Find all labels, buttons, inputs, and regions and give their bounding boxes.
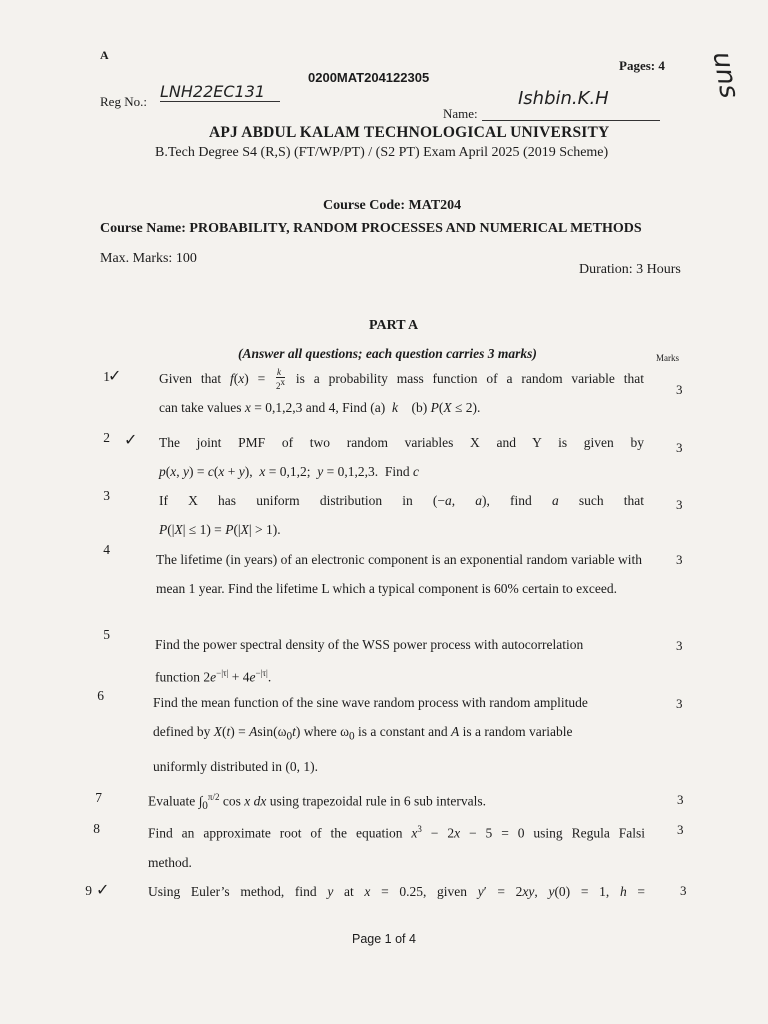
question-number: 4 — [103, 542, 110, 557]
question-number: 2 — [103, 430, 110, 445]
question-marks: 3 — [676, 497, 683, 512]
question-text: The lifetime (in years) of an electronic component is an exponential random variable with mean 1 year. Find the lifetime L which a typical component is 60% certain to exceed. — [156, 552, 642, 596]
university-title: APJ ABDUL KALAM TECHNOLOGICAL UNIVERSITY — [209, 124, 610, 141]
question-number: 9 — [85, 883, 92, 898]
course-name-label: Course Name: — [100, 221, 186, 236]
reg-no-value: LNH22EC131 — [160, 82, 280, 102]
question-marks: 3 — [676, 638, 683, 653]
check-mark-icon: ✓ — [96, 882, 110, 899]
question-number: 1 — [103, 369, 110, 384]
question-marks: 3 — [680, 883, 687, 898]
check-mark-icon: ✓ — [108, 368, 122, 385]
question-text: Find the power spectral density of the WSS power process with autocorrelation function $2e^{-|\tau|} + 4e^{-|\tau|}$. — [155, 637, 584, 685]
question-number: 6 — [97, 688, 104, 703]
marks-header: Marks — [656, 353, 679, 363]
question-text: Given that f(x) = $\frac{k}{2^x}$ is a probability mass function of a random variable that can take values x = 0,1,2,3 and 4, Find (a) k (b) P(X ≤ 2). — [159, 367, 645, 415]
question-number: 3 — [103, 488, 110, 503]
question-number: 5 — [103, 627, 110, 642]
paper-code: 0200MAT204122305 — [308, 70, 430, 85]
check-mark-icon: ✓ — [124, 432, 138, 449]
question-text: Find an approximate root of the equation $x^3 - 2x - 5 = 0$ using Regula Falsi method. — [148, 824, 645, 870]
course-code: Course Code: MAT204 — [323, 198, 462, 213]
pages-count: Pages: 4 — [619, 58, 665, 73]
question-marks: 3 — [676, 696, 683, 711]
question-marks: 3 — [676, 552, 683, 567]
question-number: 8 — [93, 821, 100, 836]
course-name-row — [100, 221, 642, 237]
exam-title: B.Tech Degree S4 (R,S) (FT/WP/PT) / (S2 PT) Exam April 2025 (2019 Scheme) — [155, 145, 609, 160]
part-instruction: (Answer all questions; each question carries 3 marks) — [238, 346, 537, 361]
page-footer: Page 1 of 4 — [352, 932, 416, 946]
name-label: Name: — [443, 106, 478, 121]
question-marks: 3 — [676, 382, 683, 397]
question-marks: 3 — [676, 440, 683, 455]
question-marks: 3 — [677, 822, 684, 837]
question-marks: 3 — [677, 792, 684, 807]
duration: Duration: 3 Hours — [579, 262, 681, 277]
reg-no-label: Reg No.: — [100, 94, 147, 109]
question-text: If X has uniform distribution in (−a, a), find a such that P(|X| ≤ 1) = P(|X| > 1). — [159, 493, 644, 537]
question-number: 7 — [95, 790, 102, 805]
part-title: PART A — [369, 318, 419, 333]
question-text: Using Euler’s method, find y at x = 0.25, given y′ = 2xy, y(0) = 1, h = — [148, 884, 645, 899]
question-text: Evaluate $\int_0^{\pi/2}$ cos x dx using trapezoidal rule in 6 sub intervals. — [148, 792, 487, 813]
corner-handwriting: uns — [706, 49, 745, 101]
question-text: The joint PMF of two random variables X and Y is given by p(x, y) = c(x + y), x = 0,1,2; y = 0,1,2,3. Find c — [159, 435, 644, 479]
question-text: Find the mean function of the sine wave random process with random amplitude defined by $X(t) = Asin(\omega_0t)$ where $\omega_0$ is a constant and A is a random variable uniformly distributed in (0, 1). — [153, 695, 588, 774]
course-name: PROBABILITY, RANDOM PROCESSES AND NUMERICAL METHODS — [189, 221, 642, 236]
name-value: Ishbin.K.H — [518, 88, 609, 109]
max-marks: Max. Marks: 100 — [100, 251, 197, 266]
set-label: A — [100, 48, 109, 62]
